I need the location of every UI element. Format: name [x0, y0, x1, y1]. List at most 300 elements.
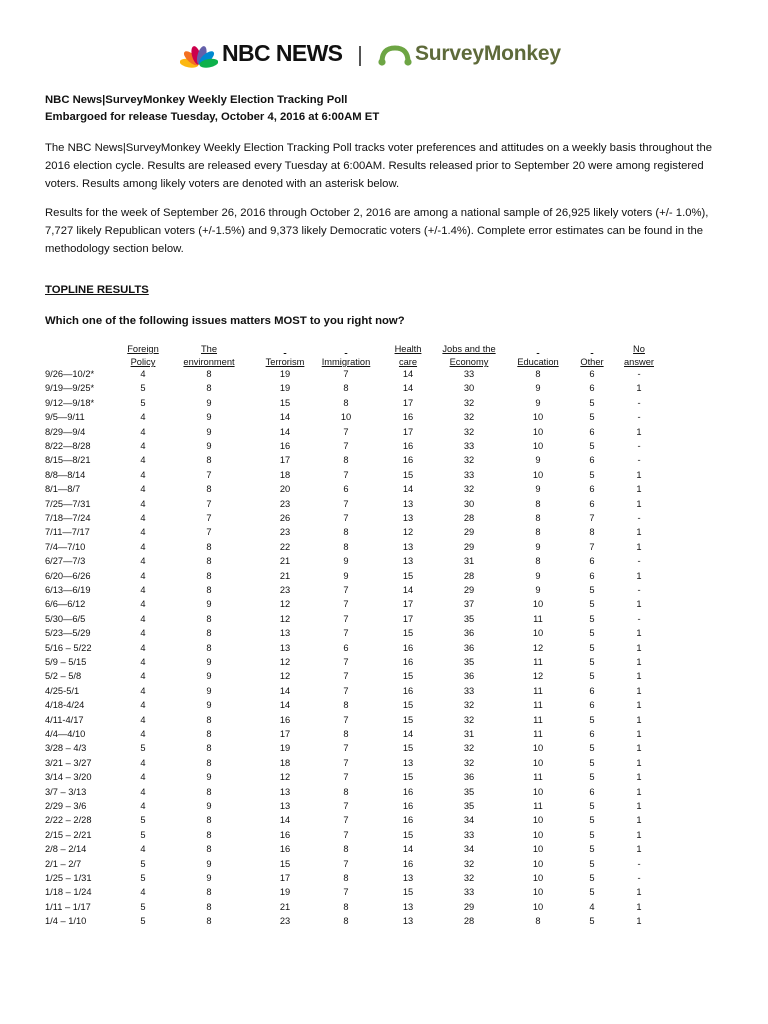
table-cell: 35	[463, 801, 475, 811]
table-cell: 31	[463, 729, 475, 739]
table-cell: 12	[279, 772, 291, 783]
table-cell: -	[637, 613, 641, 624]
table-row	[0, 743, 768, 757]
row-date: 8/22—8/28	[45, 441, 91, 451]
table-cell: 1	[636, 916, 642, 927]
table-cell: 9	[535, 541, 541, 552]
row-date: 9/26—10/2*	[45, 369, 95, 379]
row-date: 2/29 – 3/6	[45, 801, 87, 811]
table-cell: 4	[140, 469, 146, 480]
table-cell: 29	[463, 527, 475, 538]
table-row	[0, 441, 768, 455]
table-cell: 5	[589, 844, 595, 855]
sample-paragraph: Results for the week of September 26, 2016 through October 2, 2016 are among a national sample of 26,925 likely voters (+/- 1.0%), 7,727 likely Republican voters (+/-1.5%) and 9,373 likely Democratic voters (+/-1.4%). Complete error estimates can be found in the methodology section below.	[45, 207, 709, 255]
table-cell: 1	[636, 541, 642, 552]
table-cell: 12	[532, 671, 544, 682]
table-cell: 5	[589, 642, 595, 653]
table-cell: 6	[589, 556, 595, 567]
table-cell: 8	[206, 815, 212, 826]
table-cell: 23	[279, 527, 291, 538]
row-date: 7/25—7/31	[45, 498, 91, 509]
table-cell: 7	[343, 498, 349, 509]
column-header-line: The	[200, 344, 218, 354]
table-cell: 8	[535, 527, 541, 538]
logo-divider	[359, 46, 361, 66]
table-cell: 29	[463, 585, 475, 595]
table-cell: 9	[206, 671, 212, 682]
table-cell: 33	[463, 441, 475, 451]
table-cell: 9	[535, 570, 541, 581]
table-cell: 26	[279, 513, 291, 523]
table-cell: 8	[343, 527, 349, 538]
table-cell: 32	[463, 714, 475, 725]
table-cell: 14	[402, 369, 414, 379]
table-cell: 8	[206, 613, 212, 624]
table-cell: 5	[140, 858, 146, 869]
table-cell: 32	[463, 484, 475, 495]
row-date: 1/18 – 1/24	[45, 887, 92, 898]
table-cell: 7	[343, 887, 349, 898]
table-cell: 32	[463, 700, 475, 711]
table-cell: 23	[279, 498, 291, 509]
table-cell: 18	[279, 757, 291, 768]
table-cell: 33	[463, 369, 475, 379]
table-cell: 16	[402, 685, 414, 696]
table-cell: 1	[636, 844, 642, 855]
table-cell: 10	[532, 599, 544, 610]
table-cell: 21	[279, 570, 291, 581]
table-cell: 16	[402, 801, 414, 811]
table-cell: 8	[206, 541, 212, 552]
table-cell: 8	[206, 369, 212, 379]
row-date: 5/30—6/5	[45, 613, 86, 624]
table-cell: 7	[343, 599, 349, 610]
table-row	[0, 873, 768, 887]
table-cell: 7	[343, 369, 349, 379]
table-cell: 8	[206, 844, 212, 855]
row-date: 3/21 – 3/27	[45, 757, 92, 768]
table-cell: -	[637, 441, 641, 451]
table-cell: 10	[532, 829, 544, 840]
table-cell: 7	[343, 657, 349, 667]
table-cell: 4	[140, 657, 146, 667]
table-cell: 15	[402, 700, 414, 711]
row-date: 8/29—9/4	[45, 426, 86, 437]
table-cell: 9	[206, 858, 212, 869]
table-cell: 11	[533, 657, 543, 667]
table-cell: 16	[279, 829, 291, 840]
table-row	[0, 729, 768, 743]
table-cell: 8	[343, 786, 349, 797]
embargo-notice: Embargoed for release Tuesday, October 4, 2016 at 6:00AM ET	[45, 111, 380, 123]
table-cell: 32	[463, 455, 475, 466]
table-cell: 9	[206, 397, 212, 408]
table-cell: 1	[636, 801, 642, 811]
table-cell: 28	[463, 570, 475, 581]
table-cell: 8	[206, 484, 212, 495]
table-cell: 28	[463, 916, 475, 927]
table-cell: 1	[636, 700, 642, 711]
table-cell: 17	[402, 426, 414, 437]
table-cell: 9	[206, 412, 212, 423]
table-cell: 5	[589, 743, 595, 754]
table-header	[0, 343, 768, 369]
table-cell: 8	[206, 786, 212, 797]
table-cell: 8	[206, 829, 212, 840]
table-cell: 1	[636, 757, 642, 768]
table-cell: 5	[589, 714, 595, 725]
surveymonkey-logo-icon	[378, 42, 412, 68]
table-cell: 28	[463, 513, 475, 523]
table-row	[0, 398, 768, 412]
table-cell: 5	[589, 599, 595, 610]
table-cell: 4	[140, 772, 146, 783]
table-row	[0, 542, 768, 556]
table-row	[0, 887, 768, 901]
table-cell: 33	[463, 469, 475, 480]
table-cell: -	[637, 369, 641, 379]
table-cell: 12	[279, 613, 291, 624]
table-cell: 5	[589, 469, 595, 480]
table-cell: 8	[343, 383, 349, 394]
table-cell: 10	[532, 901, 544, 912]
column-header-line: environment	[183, 357, 235, 367]
table-row	[0, 628, 768, 642]
table-row	[0, 916, 768, 930]
table-cell: -	[637, 455, 641, 466]
table-cell: 16	[402, 786, 414, 797]
table-row	[0, 585, 768, 599]
table-cell: 10	[532, 412, 544, 423]
table-cell: 15	[402, 887, 414, 898]
table-cell: 14	[279, 426, 291, 437]
row-date: 3/28 – 4/3	[45, 743, 87, 754]
table-row	[0, 801, 768, 815]
table-cell: 1	[636, 729, 642, 739]
table-cell: 30	[463, 383, 475, 394]
table-cell: 10	[532, 757, 544, 768]
table-cell: 36	[463, 642, 475, 653]
table-cell: 5	[589, 657, 595, 667]
row-date: 7/18—7/24	[45, 513, 91, 523]
table-cell: 17	[279, 873, 291, 883]
table-cell: -	[637, 412, 641, 423]
table-cell: 8	[206, 556, 212, 567]
table-cell: 1	[636, 642, 642, 653]
table-cell: 4	[140, 585, 146, 595]
table-cell: 13	[402, 513, 414, 523]
table-cell: 11	[533, 685, 543, 696]
table-cell: 7	[589, 513, 595, 523]
table-row	[0, 830, 768, 844]
table-cell: 1	[636, 743, 642, 754]
table-cell: 5	[589, 412, 595, 423]
table-cell: 14	[402, 383, 414, 394]
table-cell: 17	[402, 599, 414, 610]
table-cell: 1	[636, 469, 642, 480]
table-cell: 19	[279, 383, 291, 394]
table-cell: 10	[532, 469, 544, 480]
row-date: 3/14 – 3/20	[45, 772, 92, 783]
table-cell: 6	[589, 570, 595, 581]
topline-results-heading: TOPLINE RESULTS	[45, 284, 149, 296]
table-cell: 14	[279, 685, 291, 696]
table-row	[0, 556, 768, 570]
table-cell: 7	[343, 685, 349, 696]
table-cell: 8	[535, 513, 541, 523]
table-cell: 10	[532, 815, 544, 826]
table-row	[0, 902, 768, 916]
table-cell: 4	[140, 513, 146, 523]
table-cell: 8	[535, 369, 541, 379]
table-cell: 12	[279, 671, 291, 682]
table-cell: 35	[463, 786, 475, 797]
table-cell: 8	[206, 570, 212, 581]
row-date: 5/16 – 5/22	[45, 642, 92, 653]
row-date: 2/22 – 2/28	[45, 815, 92, 826]
table-cell: 6	[343, 484, 349, 495]
table-cell: 5	[589, 441, 595, 451]
table-cell: 15	[402, 714, 414, 725]
table-cell: 17	[402, 613, 414, 624]
table-cell: 4	[140, 484, 146, 495]
table-cell: 13	[402, 498, 414, 509]
row-date: 9/19—9/25*	[45, 383, 95, 394]
table-cell: 12	[532, 642, 544, 653]
table-cell: 7	[206, 527, 212, 538]
table-cell: 5	[589, 628, 595, 639]
table-cell: 9	[535, 585, 541, 595]
column-header-line: Foreign	[127, 344, 159, 354]
table-cell: 30	[463, 498, 475, 509]
table-row	[0, 369, 768, 383]
table-cell: 15	[402, 671, 414, 682]
table-cell: 11	[533, 700, 543, 711]
table-cell: 5	[589, 772, 595, 783]
table-cell: 5	[140, 829, 146, 840]
table-cell: 13	[402, 757, 414, 768]
table-cell: 6	[589, 729, 595, 739]
table-cell: 11	[533, 772, 543, 783]
table-cell: 15	[402, 743, 414, 754]
table-cell: 16	[402, 412, 414, 423]
table-cell: 32	[463, 397, 475, 408]
table-cell: 32	[463, 743, 475, 754]
table-cell: 7	[343, 513, 349, 523]
table-cell: 7	[206, 513, 212, 523]
table-cell: 33	[463, 685, 475, 696]
row-date: 1/25 – 1/31	[45, 873, 92, 883]
table-cell: 16	[279, 844, 291, 855]
table-cell: 8	[343, 455, 349, 466]
table-cell: 16	[279, 441, 291, 451]
table-cell: 36	[463, 671, 475, 682]
row-date: 2/8 – 2/14	[45, 844, 87, 855]
table-row	[0, 599, 768, 613]
table-cell: 8	[589, 527, 595, 538]
table-cell: 4	[140, 700, 146, 711]
table-cell: 34	[463, 815, 475, 826]
table-cell: 8	[343, 729, 349, 739]
column-header-line: Economy	[449, 357, 489, 367]
surveymonkey-wordmark: SurveyMonkey	[415, 42, 561, 65]
column-header-line: Other	[580, 357, 604, 367]
table-cell: 7	[343, 757, 349, 768]
table-cell: 4	[140, 714, 146, 725]
table-cell: 37	[463, 599, 475, 610]
table-cell: 5	[589, 873, 595, 883]
table-row	[0, 657, 768, 671]
table-cell: 1	[636, 628, 642, 639]
table-cell: 8	[206, 383, 212, 394]
table-cell: 10	[532, 441, 544, 451]
table-cell: 1	[636, 599, 642, 610]
table-row	[0, 758, 768, 772]
table-cell: 1	[636, 657, 642, 667]
table-cell: 21	[279, 556, 291, 567]
table-cell: 7	[343, 671, 349, 682]
table-cell: 5	[589, 757, 595, 768]
table-cell: 7	[343, 628, 349, 639]
table-cell: 9	[206, 426, 212, 437]
table-cell: 6	[589, 484, 595, 495]
table-cell: 5	[589, 916, 595, 927]
table-cell: 1	[636, 786, 642, 797]
table-cell: 1	[636, 498, 642, 509]
table-row	[0, 470, 768, 484]
row-date: 1/4 – 1/10	[45, 916, 87, 927]
table-cell: 19	[279, 887, 291, 898]
table-cell: 8	[535, 916, 541, 927]
table-cell: 1	[636, 887, 642, 898]
table-cell: 5	[589, 397, 595, 408]
table-cell: 7	[206, 469, 212, 480]
table-cell: 13	[279, 628, 291, 639]
table-row	[0, 859, 768, 873]
table-cell: 5	[589, 613, 595, 624]
table-cell: 1	[636, 426, 642, 437]
table-cell: 8	[206, 628, 212, 639]
column-header-line: Terrorism	[265, 357, 305, 367]
table-cell: 10	[532, 873, 544, 883]
row-date: 4/4—4/10	[45, 729, 86, 739]
table-cell: 1	[636, 901, 642, 912]
table-cell: -	[637, 513, 641, 523]
column-header-line: No	[633, 344, 645, 354]
table-cell: 4	[140, 369, 146, 379]
table-cell: 8	[206, 901, 212, 912]
table-cell: 11	[533, 714, 543, 725]
table-cell: 13	[402, 873, 414, 883]
table-cell: 21	[279, 901, 291, 912]
table-cell: 31	[463, 556, 475, 567]
table-row	[0, 643, 768, 657]
table-cell: 7	[343, 613, 349, 624]
table-cell: 9	[206, 772, 212, 783]
table-cell: 9	[343, 556, 349, 567]
table-cell: 14	[402, 729, 414, 739]
table-cell: 8	[206, 757, 212, 768]
table-cell: 7	[343, 829, 349, 840]
table-cell: 23	[279, 916, 291, 927]
table-cell: 14	[279, 700, 291, 711]
table-row	[0, 671, 768, 685]
table-cell: 1	[636, 772, 642, 783]
table-cell: 13	[402, 916, 414, 927]
table-cell: 10	[532, 858, 544, 869]
table-cell: 4	[140, 527, 146, 538]
table-cell: 6	[589, 498, 595, 509]
row-date: 4/25-5/1	[45, 685, 80, 696]
table-cell: 32	[463, 412, 475, 423]
table-cell: 8	[343, 700, 349, 711]
table-cell: 13	[279, 642, 291, 653]
table-cell: 36	[463, 772, 475, 783]
table-cell: 29	[463, 901, 475, 912]
table-cell: 10	[532, 844, 544, 855]
table-cell: 32	[463, 426, 475, 437]
nbc-peacock-logo	[180, 44, 218, 68]
row-date: 8/15—8/21	[45, 455, 91, 466]
table-row	[0, 499, 768, 513]
table-cell: 10	[532, 743, 544, 754]
row-date: 4/11-4/17	[45, 714, 84, 725]
table-cell: 6	[589, 383, 595, 394]
table-cell: 19	[279, 369, 291, 379]
table-row	[0, 513, 768, 527]
table-cell: 7	[343, 441, 349, 451]
table-cell: 8	[343, 844, 349, 855]
table-row	[0, 527, 768, 541]
table-cell: 4	[140, 541, 146, 552]
table-row	[0, 844, 768, 858]
column-header-line: Health	[394, 344, 422, 354]
table-cell: 6	[589, 369, 595, 379]
row-date: 4/18-4/24	[45, 700, 85, 711]
table-cell: 29	[463, 541, 475, 552]
table-cell: 1	[636, 671, 642, 682]
table-cell: 7	[343, 469, 349, 480]
table-cell: 23	[279, 585, 291, 595]
table-cell: 4	[589, 901, 595, 912]
table-cell: 7	[343, 815, 349, 826]
document-title: NBC News|SurveyMonkey Weekly Election Tracking Poll	[45, 94, 348, 106]
table-cell: 7	[206, 498, 212, 509]
table-cell: 7	[343, 772, 349, 783]
table-cell: 10	[532, 426, 544, 437]
table-cell: 1	[636, 685, 642, 696]
table-cell: 13	[402, 901, 414, 912]
table-cell: 5	[589, 801, 595, 811]
table-cell: 15	[402, 570, 414, 581]
table-cell: 4	[140, 441, 146, 451]
table-cell: 33	[463, 887, 475, 898]
table-cell: -	[637, 873, 641, 883]
table-cell: 10	[532, 628, 544, 639]
table-cell: 7	[343, 714, 349, 725]
table-cell: 33	[463, 829, 475, 840]
table-cell: 4	[140, 556, 146, 567]
table-cell: 22	[279, 541, 291, 552]
table-row	[0, 772, 768, 786]
column-header-line: care	[398, 357, 418, 367]
row-date: 7/11—7/17	[45, 527, 90, 538]
table-cell: 17	[279, 455, 291, 466]
column-header	[594, 343, 684, 369]
table-cell: 15	[279, 858, 291, 869]
table-cell: -	[637, 585, 641, 595]
table-cell: 15	[402, 772, 414, 783]
